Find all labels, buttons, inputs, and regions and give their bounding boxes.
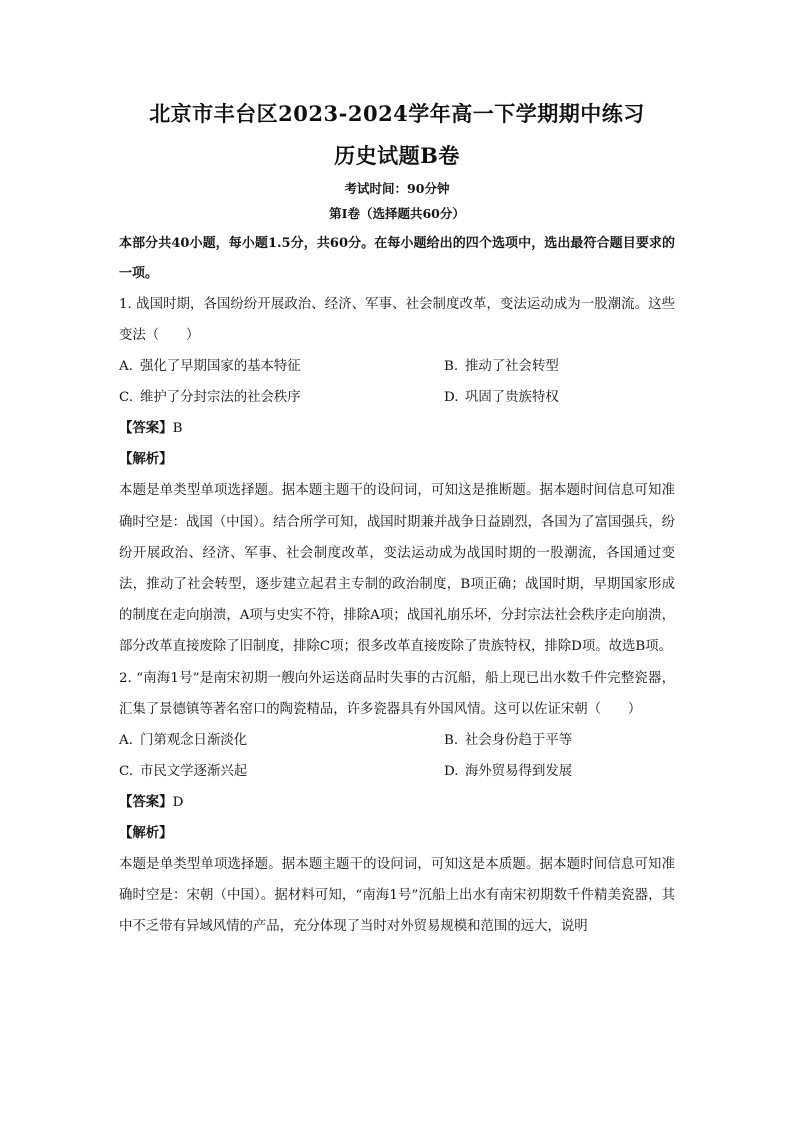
answer-label: 【答案】 [119, 420, 173, 437]
option-text: 强化了早期国家的基本特征 [140, 359, 301, 375]
question-2 [119, 663, 675, 943]
option-list [119, 725, 675, 787]
option-text: 推动了社会转型 [465, 359, 559, 375]
page-content [119, 100, 675, 943]
answer-value: B [172, 421, 183, 437]
option-list [119, 351, 675, 413]
option-b [444, 725, 675, 756]
exam-time: 考试时间：90分钟 [344, 181, 450, 196]
option-c [119, 756, 444, 787]
analysis-text: 本题是单类型单项选择题。据本题主题干的设问词，可知这是本质题。据本题时间信息可知准确时空是：宋朝（中国）。据材料可知，“南海1号”沉船上出水有南宋初期数千件精美瓷器，其中不乏带有异域风情的产品，充分体现了当时对外贸易规模和范围的远大，说明 [119, 857, 675, 935]
answer-line [119, 413, 675, 444]
option-letter: D. [444, 390, 459, 406]
answer-line [119, 787, 675, 818]
question-stem: 2. “南海1号”是南宋初期一艘向外运送商品时失事的古沉船，船上现已出水数千件完整瓷器，汇集了景德镇等著名窑口的陶瓷精品，许多瓷器具有外国风情。这可以佐证宋朝（ ） [119, 670, 675, 717]
option-letter: B. [444, 733, 459, 749]
option-a [119, 351, 444, 382]
analysis-label: 【解析】 [119, 825, 173, 842]
analysis-text: 本题是单类型单项选择题。据本题主题干的设问词，可知这是推断题。据本题时间信息可知准确时空是：战国（中国）。结合所学可知，战国时期兼并战争日益剧烈，各国为了富国强兵，纷纷开展政治、经济、军事、社会制度改革，变法运动成为战国时期的一股潮流，各国通过变法，推动了社会转型，逐步建立起君主专制的政治制度，B项正确；战国时期，早期国家形成的制度在走向崩溃，A项与史实不符，排除A项；战国礼崩乐坏，分封宗法社会秩序走向崩溃，部分改革直接废除了旧制度，排除C项；很多改革直接废除了贵族特权，排除D项。故选B项。 [119, 483, 675, 655]
option-text: 社会身份趋于平等 [465, 733, 573, 749]
option-letter: B. [444, 359, 459, 375]
option-d [444, 382, 675, 413]
option-letter: A. [119, 733, 133, 749]
option-d [444, 756, 675, 787]
option-text: 维护了分封宗法的社会秩序 [140, 390, 301, 406]
question-1 [119, 289, 675, 663]
analysis-label: 【解析】 [119, 451, 173, 468]
answer-label: 【答案】 [119, 794, 173, 811]
option-b [444, 351, 675, 382]
question-stem: 1. 战国时期，各国纷纷开展政治、经济、军事、社会制度改革，变法运动成为一股潮流。这些变法（ ） [119, 297, 675, 344]
option-text: 巩固了贵族特权 [465, 390, 559, 406]
option-text: 海外贸易得到发展 [465, 764, 573, 780]
option-text: 门第观念日渐淡化 [140, 733, 248, 749]
section-instructions: 本部分共40小题，每小题1.5分，共60分。在每小题给出的四个选项中，选出最符合题目要求的一项。 [119, 236, 675, 281]
exam-title: 北京市丰台区2023-2024学年高一下学期期中练习 [149, 101, 645, 126]
option-letter: C. [119, 764, 134, 780]
option-c [119, 382, 444, 413]
option-letter: A. [119, 359, 133, 375]
option-text: 市民文学逐渐兴起 [140, 764, 248, 780]
exam-subtitle: 历史试题B卷 [334, 143, 460, 168]
answer-value: D [172, 795, 184, 811]
option-letter: D. [444, 764, 459, 780]
option-letter: C. [119, 390, 134, 406]
section-title: 第I卷（选择题共60分） [329, 206, 465, 221]
option-a [119, 725, 444, 756]
